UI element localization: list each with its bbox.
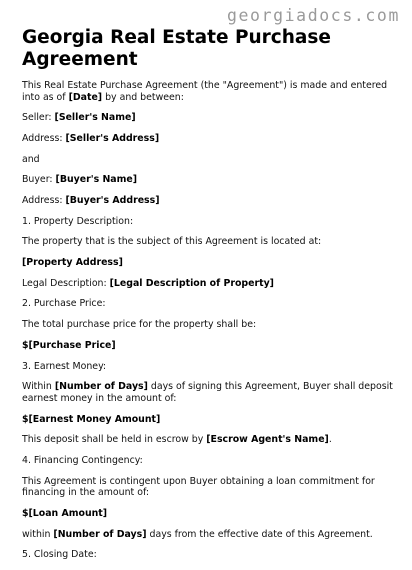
- legal-description: [Legal Description of Property]: [109, 277, 274, 289]
- purchase-price: $[Purchase Price]: [22, 339, 116, 351]
- section1-text: The property that is the subject of this Agreement is located at:: [22, 236, 322, 248]
- document-title: Georgia Real Estate Purchase Agreement: [22, 27, 331, 70]
- escrow-line: [22, 434, 402, 446]
- buyer-address-label: Address:: [22, 195, 66, 207]
- section5-heading: 5. Closing Date:: [22, 549, 97, 561]
- property-address: [Property Address]: [22, 257, 123, 269]
- document-body: [22, 80, 402, 561]
- seller-address-label: Address:: [22, 132, 66, 144]
- section3-heading: 3. Earnest Money:: [22, 360, 107, 372]
- intro-paragraph: [22, 80, 402, 103]
- loan-within-post: days from the effective date of this Agreement.: [146, 528, 373, 540]
- and-line: and: [22, 153, 40, 165]
- loan-days: [Number of Days]: [53, 528, 147, 540]
- section1-heading: 1. Property Description:: [22, 215, 134, 227]
- buyer-line: [22, 174, 402, 186]
- section2-heading: 2. Purchase Price:: [22, 298, 106, 310]
- earnest-post: days of signing this Agreement, Buyer shall deposit earnest money in the amount of:: [22, 381, 393, 404]
- seller-address: [Seller's Address]: [65, 132, 160, 144]
- escrow-pre: This deposit shall be held in escrow by: [22, 434, 207, 446]
- earnest-money-paragraph: [22, 381, 402, 404]
- loan-amount: $[Loan Amount]: [22, 507, 108, 519]
- date-placeholder: [Date]: [68, 91, 103, 103]
- section2-text: The total purchase price for the property shall be:: [22, 319, 257, 331]
- earnest-amount: $[Earnest Money Amount]: [22, 413, 161, 425]
- seller-address-line: [22, 133, 402, 145]
- seller-line: [22, 112, 402, 124]
- section4-text: This Agreement is contingent upon Buyer obtaining a loan commitment for financing in the amount of:: [22, 475, 375, 499]
- buyer-label: Buyer:: [22, 174, 56, 186]
- escrow-agent: [Escrow Agent's Name]: [206, 434, 329, 446]
- earnest-amount-line: [22, 414, 402, 426]
- buyer-address: [Buyer's Address]: [65, 195, 160, 207]
- seller-label: Seller:: [22, 112, 55, 124]
- seller-name: [Seller's Name]: [54, 112, 136, 124]
- section4-heading: 4. Financing Contingency:: [22, 454, 143, 466]
- loan-days-line: [22, 529, 402, 541]
- property-address-line: [22, 257, 402, 269]
- earnest-days: [Number of Days]: [54, 381, 148, 393]
- loan-amount-line: [22, 508, 402, 520]
- intro-end: by and between:: [102, 91, 184, 103]
- purchase-price-line: [22, 340, 402, 352]
- escrow-end: .: [328, 434, 332, 446]
- buyer-name: [Buyer's Name]: [55, 174, 138, 186]
- site-watermark: georgiadocs.com: [226, 6, 400, 25]
- intro-text: This Real Estate Purchase Agreement (the "Agreement") is made and entered into as of: [22, 80, 388, 103]
- earnest-pre: Within: [22, 381, 55, 393]
- legal-description-line: [22, 278, 402, 290]
- loan-within-pre: within: [22, 528, 54, 540]
- legal-label: Legal Description:: [22, 277, 110, 289]
- document: [22, 27, 402, 570]
- buyer-address-line: [22, 195, 402, 207]
